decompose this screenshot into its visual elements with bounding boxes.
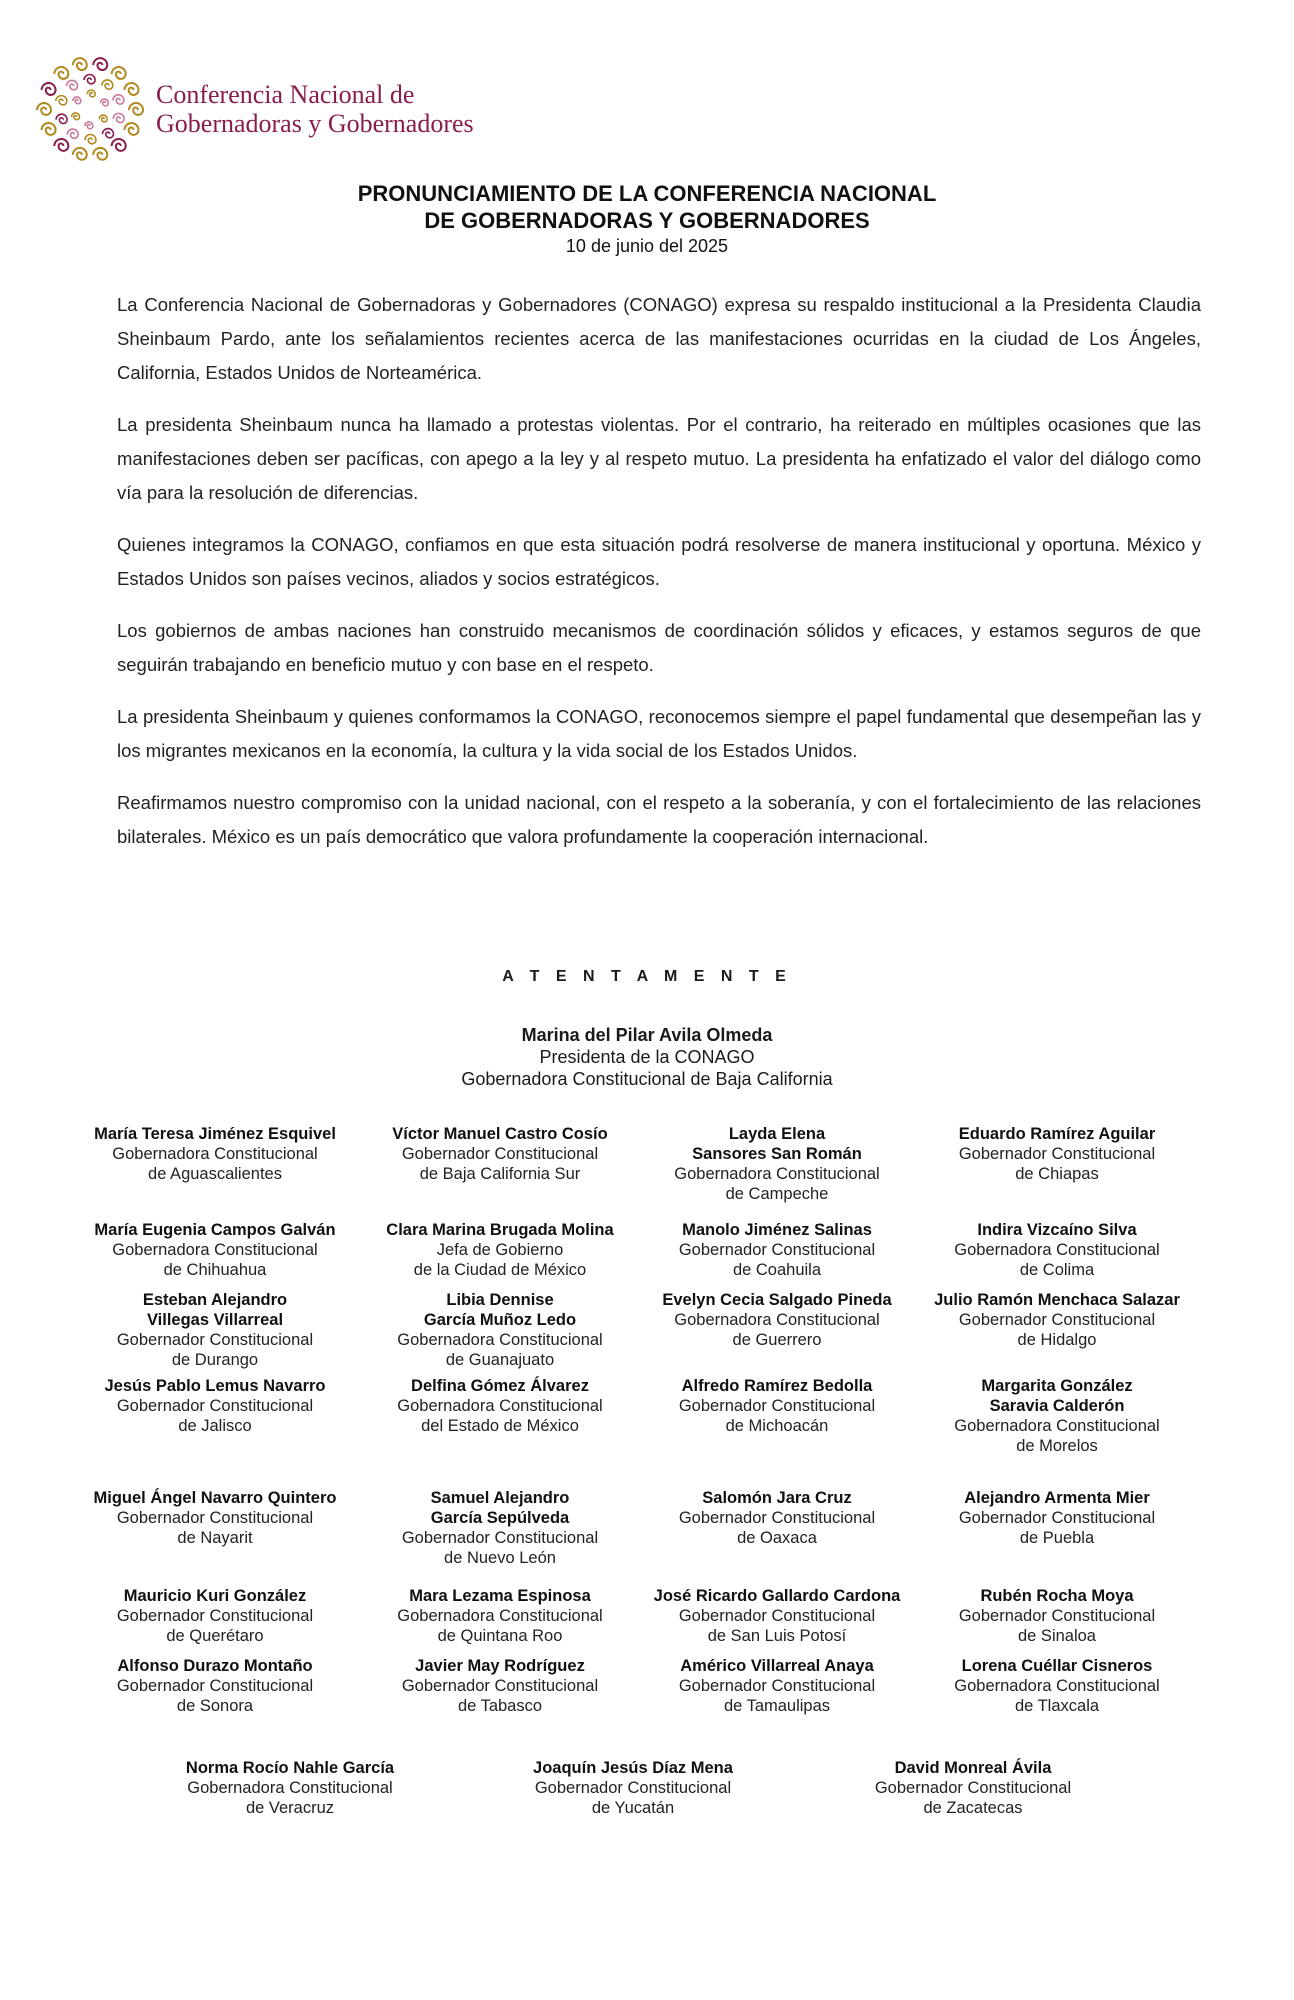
signatory-title: de Aguascalientes — [148, 1165, 282, 1183]
logo-spiral-mark — [102, 129, 113, 138]
signatory-title: Gobernador Constitucional — [401, 1529, 599, 1547]
signatory-name: Indira Vizcaíno Silva — [977, 1221, 1137, 1239]
signatory-title: de Michoacán — [725, 1417, 829, 1435]
paragraph: La Conferencia Nacional de Gobernadoras y Gobernadores (CONAGO) expresa su respaldo institucional a la Presidenta Claudia Sheinbaum Pardo, ante los señalamientos recientes acerca de las manifestaciones ocurridas en la ciudad de Los Ángeles, California, Estados Unidos de Norteamérica. — [117, 294, 1201, 383]
signatory-name: Salomón Jara Cruz — [702, 1489, 852, 1507]
signatory-title: Gobernadora Constitucional — [397, 1397, 603, 1415]
signatory — [652, 1656, 902, 1716]
signatory — [90, 1376, 340, 1436]
signatory-name: García Muñoz Ledo — [423, 1311, 577, 1329]
signatory-title: de Yucatán — [591, 1799, 675, 1817]
signatory-name: Villegas Villarreal — [146, 1311, 284, 1329]
signatory — [375, 1124, 625, 1184]
signatory-name: Lorena Cuéllar Cisneros — [961, 1657, 1153, 1675]
signatory-title: de Durango — [171, 1351, 259, 1369]
signatory-title: de Tamaulipas — [723, 1697, 831, 1715]
paragraph: Los gobiernos de ambas naciones han construido mecanismos de coordinación sólidos y eficaces, y estamos seguros de que seguirán trabajando en beneficio mutuo y con base en el respeto. — [117, 620, 1201, 675]
signatory-name: Saravia Calderón — [989, 1397, 1125, 1415]
logo-spiral-mark — [87, 90, 95, 97]
signatory — [652, 1586, 902, 1646]
signatory-name: Alejandro Armenta Mier — [964, 1489, 1150, 1507]
organization-name-line1: Conferencia Nacional de — [156, 80, 415, 109]
signatory-title: de Baja California Sur — [419, 1165, 581, 1183]
signatory — [652, 1290, 902, 1350]
signatory — [375, 1376, 625, 1436]
signatory-name: María Eugenia Campos Galván — [94, 1221, 336, 1239]
logo-spiral-mark — [129, 103, 143, 115]
signatory-name: Alfonso Durazo Montaño — [117, 1657, 313, 1675]
signatory-name: Margarita González — [981, 1377, 1133, 1395]
signatory-name: Samuel Alejandro — [430, 1489, 570, 1507]
signatory — [932, 1586, 1182, 1646]
signatory-title: de Sonora — [176, 1697, 254, 1715]
signatory-title: Gobernador Constitucional — [401, 1145, 599, 1163]
logo-spiral-mark — [56, 96, 67, 105]
logo-spiral-mark — [73, 58, 87, 70]
president-title: Gobernadora Constitucional de Baja California — [461, 1069, 833, 1089]
logo-spiral-mark — [56, 114, 67, 123]
paragraph: Quienes integramos la CONAGO, confiamos en que esta situación podrá resolverse de manera institucional y oportuna. México y Estados Unidos son países vecinos, aliados y socios estratégicos. — [117, 534, 1201, 589]
document-date: 10 de junio del 2025 — [565, 236, 729, 256]
signatory — [508, 1758, 758, 1818]
signatory-title: del Estado de México — [421, 1417, 579, 1435]
signatory — [90, 1656, 340, 1716]
signatory — [932, 1656, 1182, 1716]
signatory-name: Layda Elena — [728, 1125, 826, 1143]
document-title-line1: PRONUNCIAMIENTO DE LA CONFERENCIA NACIONAL — [357, 181, 937, 206]
signatory-name: David Monreal Ávila — [894, 1759, 1052, 1777]
signatory-title: de Quintana Roo — [437, 1627, 563, 1645]
logo-spiral-mark — [93, 58, 107, 70]
signatory-name: José Ricardo Gallardo Cardona — [653, 1587, 901, 1605]
logo-spiral-mark — [54, 67, 68, 79]
signatory — [90, 1220, 340, 1280]
document-title-line2: DE GOBERNADORAS Y GOBERNADORES — [424, 208, 870, 233]
signatory-name: Julio Ramón Menchaca Salazar — [934, 1291, 1180, 1309]
organization-name-line2: Gobernadoras y Gobernadores — [156, 109, 474, 138]
signatory-title: de Guanajuato — [445, 1351, 555, 1369]
president-role: Presidenta de la CONAGO — [539, 1047, 755, 1067]
logo-spiral-mark — [84, 75, 95, 84]
logo-spiral-mark — [113, 95, 124, 104]
signatory-name: Víctor Manuel Castro Cosío — [392, 1125, 608, 1143]
paragraph: Reafirmamos nuestro compromiso con la unidad nacional, con el respeto a la soberanía, y con el fortalecimiento de las relaciones bilaterales. México es un país democrático que valora profundamente la cooperación internacional. — [117, 792, 1201, 847]
signatory-title: de Campeche — [725, 1185, 829, 1203]
signatory-title: de Guerrero — [732, 1331, 822, 1349]
signatory-title: Gobernadora Constitucional — [954, 1241, 1160, 1259]
paragraph: La presidenta Sheinbaum nunca ha llamado a protestas violentas. Por el contrario, ha reiterado en múltiples ocasiones que las manifestaciones deben ser pacíficas, con apego a la ley y al respeto mutuo. La presidenta ha enfatizado el valor del diálogo como vía para la resolución de diferencias. — [117, 414, 1201, 503]
logo-spiral-mark — [37, 103, 51, 115]
logo-spiral-mark — [93, 148, 107, 160]
signatory-title: de Oaxaca — [737, 1529, 817, 1547]
signatory — [932, 1290, 1182, 1350]
logo-spiral-mark — [42, 83, 56, 95]
signatory-title: Gobernador Constitucional — [116, 1331, 314, 1349]
signatory-title: Gobernador Constitucional — [678, 1397, 876, 1415]
signatory-title: Gobernadora Constitucional — [954, 1677, 1160, 1695]
signatory-title: Jefa de Gobierno — [436, 1241, 564, 1259]
signatory-title: Gobernador Constitucional — [116, 1509, 314, 1527]
signatory-title: de San Luis Potosí — [707, 1627, 847, 1645]
signatory — [90, 1124, 340, 1184]
signatory-title: de Colima — [1019, 1261, 1095, 1279]
signatory-title: de Chihuahua — [163, 1261, 267, 1279]
signatory-title: Gobernadora Constitucional — [397, 1607, 603, 1625]
signatory-title: Gobernador Constitucional — [874, 1779, 1072, 1797]
signatory-name: Libia Dennise — [446, 1291, 554, 1309]
signatory-title: de Zacatecas — [923, 1799, 1023, 1817]
signatory-title: Gobernadora Constitucional — [674, 1165, 880, 1183]
signatory — [652, 1220, 902, 1280]
signatory-name: Sansores San Román — [692, 1145, 862, 1163]
signatory-title: de Chiapas — [1015, 1165, 1099, 1183]
organization-name — [156, 80, 474, 138]
letterhead — [30, 50, 550, 170]
signatory — [375, 1656, 625, 1716]
signatory-title: de Nayarit — [177, 1529, 253, 1547]
conago-logo-icon — [30, 50, 150, 170]
logo-spiral-mark — [85, 122, 93, 129]
signatory-name: Mauricio Kuri González — [123, 1587, 307, 1605]
signatory — [375, 1290, 625, 1370]
logo-spiral-mark — [102, 80, 113, 89]
signatory-title: Gobernadora Constitucional — [397, 1331, 603, 1349]
signatory-title: de Nuevo León — [444, 1549, 556, 1567]
signatory-title: de Puebla — [1019, 1529, 1095, 1547]
logo-spiral-mark — [124, 123, 138, 135]
signatory-title: de Sinaloa — [1018, 1627, 1096, 1645]
signatory-title: Gobernador Constitucional — [534, 1779, 732, 1797]
signatory — [652, 1124, 902, 1204]
signatory-title: Gobernador Constitucional — [116, 1677, 314, 1695]
logo-spiral-mark — [42, 123, 56, 135]
signatory-title: Gobernador Constitucional — [678, 1607, 876, 1625]
logo-spiral-mark — [72, 113, 80, 120]
logo-spiral-mark — [112, 139, 126, 151]
signatory-title: de Jalisco — [178, 1417, 252, 1435]
signatory — [90, 1290, 340, 1370]
signatory-name: María Teresa Jiménez Esquivel — [94, 1125, 336, 1143]
signatory-name: Norma Rocío Nahle García — [185, 1759, 395, 1777]
signatory-name: Joaquín Jesús Díaz Mena — [533, 1759, 733, 1777]
logo-spiral-mark — [54, 139, 68, 151]
signatory-name: Clara Marina Brugada Molina — [386, 1221, 614, 1239]
logo-spiral-mark — [67, 129, 78, 138]
document-title-block — [0, 180, 1294, 258]
signatory-title: de Tabasco — [457, 1697, 543, 1715]
signatory-title: de Morelos — [1016, 1437, 1098, 1455]
signatory — [932, 1220, 1182, 1280]
signatory-title: de Querétaro — [166, 1627, 264, 1645]
signatory-title: Gobernador Constitucional — [678, 1241, 876, 1259]
paragraph: La presidenta Sheinbaum y quienes conformamos la CONAGO, reconocemos siempre el papel fundamental que desempeñan las y los migrantes mexicanos en la economía, la cultura y la vida social de los Estados Unidos. — [117, 706, 1201, 761]
signatory-title: Gobernador Constitucional — [116, 1607, 314, 1625]
signatory-name: Américo Villarreal Anaya — [680, 1657, 874, 1675]
logo-spiral-mark — [67, 80, 78, 89]
document-body — [117, 288, 1201, 872]
signatory-title: Gobernadora Constitucional — [112, 1145, 318, 1163]
logo-spiral-mark — [112, 67, 126, 79]
signatory-title: Gobernador Constitucional — [958, 1311, 1156, 1329]
signatory-title: Gobernador Constitucional — [678, 1509, 876, 1527]
signatory-name: Delfina Gómez Álvarez — [411, 1377, 589, 1395]
logo-spiral-mark — [99, 115, 107, 122]
signatory-name: Evelyn Cecia Salgado Pineda — [662, 1291, 892, 1309]
signatory-title: Gobernadora Constitucional — [187, 1779, 393, 1797]
logo-spiral-mark — [124, 83, 138, 95]
signatory-title: de Veracruz — [245, 1799, 335, 1817]
signatory — [375, 1220, 625, 1280]
signatory — [90, 1586, 340, 1646]
signatory — [652, 1376, 902, 1436]
signatory-title: de Coahuila — [732, 1261, 822, 1279]
signatory-title: Gobernador Constitucional — [401, 1677, 599, 1695]
logo-spiral-mark — [73, 97, 81, 104]
logo-spiral-mark — [100, 99, 108, 106]
signatory-name: Esteban Alejandro — [142, 1291, 288, 1309]
signatory-name: Mara Lezama Espinosa — [409, 1587, 591, 1605]
signatory-name: Rubén Rocha Moya — [980, 1587, 1134, 1605]
signatory-title: de la Ciudad de México — [413, 1261, 587, 1279]
signatory-title: Gobernador Constitucional — [958, 1607, 1156, 1625]
signatory-title: Gobernador Constitucional — [116, 1397, 314, 1415]
signatory-title: de Hidalgo — [1017, 1331, 1097, 1349]
signatory-title: Gobernador Constitucional — [958, 1145, 1156, 1163]
signatory-title: de Tlaxcala — [1014, 1697, 1100, 1715]
logo-spiral-mark — [73, 148, 87, 160]
signatory-title: Gobernador Constitucional — [678, 1677, 876, 1695]
signatory — [932, 1488, 1182, 1548]
signatory — [375, 1488, 625, 1568]
logo-spiral-mark — [85, 134, 96, 143]
signatory — [932, 1124, 1182, 1184]
closing-salutation: A T E N T A M E N T E — [502, 968, 792, 985]
signatory-name: Jesús Pablo Lemus Navarro — [104, 1377, 326, 1395]
signatory-title: Gobernadora Constitucional — [112, 1241, 318, 1259]
signatory — [375, 1586, 625, 1646]
signatory — [652, 1488, 902, 1548]
signatory-name: Javier May Rodríguez — [415, 1657, 585, 1675]
president-name: Marina del Pilar Avila Olmeda — [521, 1025, 773, 1045]
logo-spiral-mark — [113, 113, 124, 122]
signatory-title: Gobernadora Constitucional — [674, 1311, 880, 1329]
president-signature — [0, 1024, 1294, 1090]
signatory-name: Alfredo Ramírez Bedolla — [681, 1377, 873, 1395]
signatory-title: Gobernador Constitucional — [958, 1509, 1156, 1527]
signatory-name: Eduardo Ramírez Aguilar — [958, 1125, 1156, 1143]
signatory — [90, 1488, 340, 1548]
signatory — [848, 1758, 1098, 1818]
signatory-name: Miguel Ángel Navarro Quintero — [93, 1489, 337, 1507]
signatory-name: García Sepúlveda — [430, 1509, 570, 1527]
signatory-title: Gobernadora Constitucional — [954, 1417, 1160, 1435]
signatory-name: Manolo Jiménez Salinas — [682, 1221, 872, 1239]
signatory — [932, 1376, 1182, 1456]
signatory — [165, 1758, 415, 1818]
